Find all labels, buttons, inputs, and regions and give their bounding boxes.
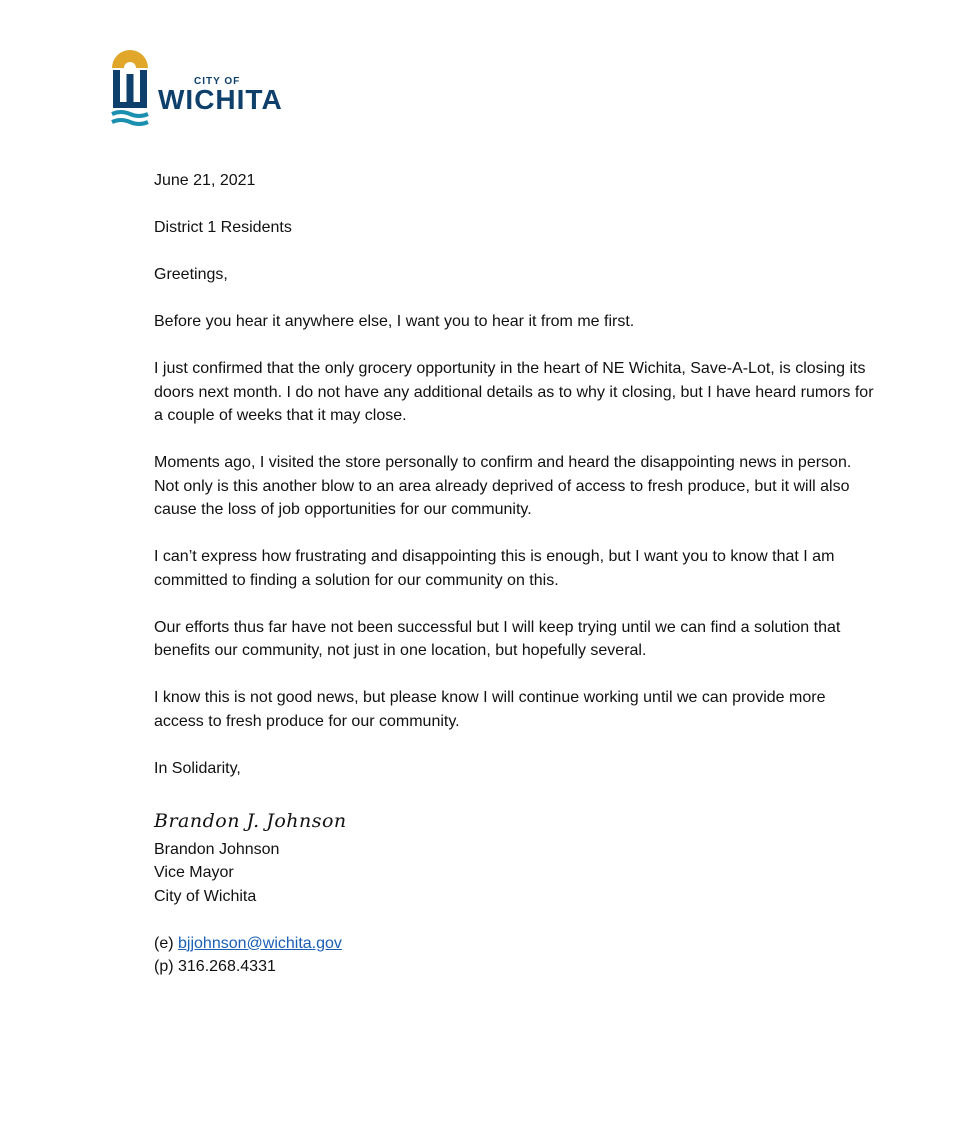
logo-city-name: WICHITA: [158, 84, 283, 115]
letter-paragraph: I just confirmed that the only grocery opportunity in the heart of NE Wichita, Save-A-Lot, is closing its doors next month. I do not have any additional details as to why it closing, but I have heard rumors for a couple of weeks that it may close.: [154, 360, 874, 424]
logo-city-of: CITY OF: [194, 76, 241, 87]
letter-paragraph: I can’t express how frustrating and disappointing this is enough, but I want you to know that I am committed to finding a solution for our community on this.: [154, 548, 835, 589]
email-link[interactable]: bjjohnson@wichita.gov: [178, 934, 342, 952]
email-line: [154, 932, 874, 956]
email-prefix: (e): [154, 934, 174, 952]
sender-name: Brandon Johnson: [154, 840, 280, 858]
letter-paragraph: Moments ago, I visited the store personally to confirm and heard the disappointing news in person. Not only is this another blow to an area already deprived of access to fresh produce, but it will also cause the loss of job opportunities for our community.: [154, 454, 852, 518]
phone-line: (p) 316.268.4331: [154, 958, 276, 975]
letter-date: June 21, 2021: [154, 172, 256, 189]
letter-recipient: District 1 Residents: [154, 219, 292, 236]
sender-title: Vice Mayor: [154, 864, 234, 881]
signature-block: [154, 804, 874, 909]
wichita-emblem-icon: [110, 50, 150, 130]
letter-paragraph: Our efforts thus far have not been successful but I will keep trying until we can find a solution that benefits our community, not just in one location, but hopefully several.: [154, 618, 841, 659]
letter-paragraph: Before you hear it anywhere else, I want you to hear it from me first.: [154, 313, 635, 330]
letter-body: [154, 169, 874, 979]
handwritten-signature: Brandon J. Johnson: [154, 809, 347, 832]
city-of-wichita-logo: [110, 50, 290, 130]
letter-closing: In Solidarity,: [154, 759, 241, 777]
sender-organization: City of Wichita: [154, 887, 257, 905]
contact-info: [154, 932, 874, 979]
letter-paragraph: I know this is not good news, but please know I will continue working until we can provide more access to fresh produce for our community.: [154, 689, 826, 730]
letter-greeting: Greetings,: [154, 266, 228, 283]
